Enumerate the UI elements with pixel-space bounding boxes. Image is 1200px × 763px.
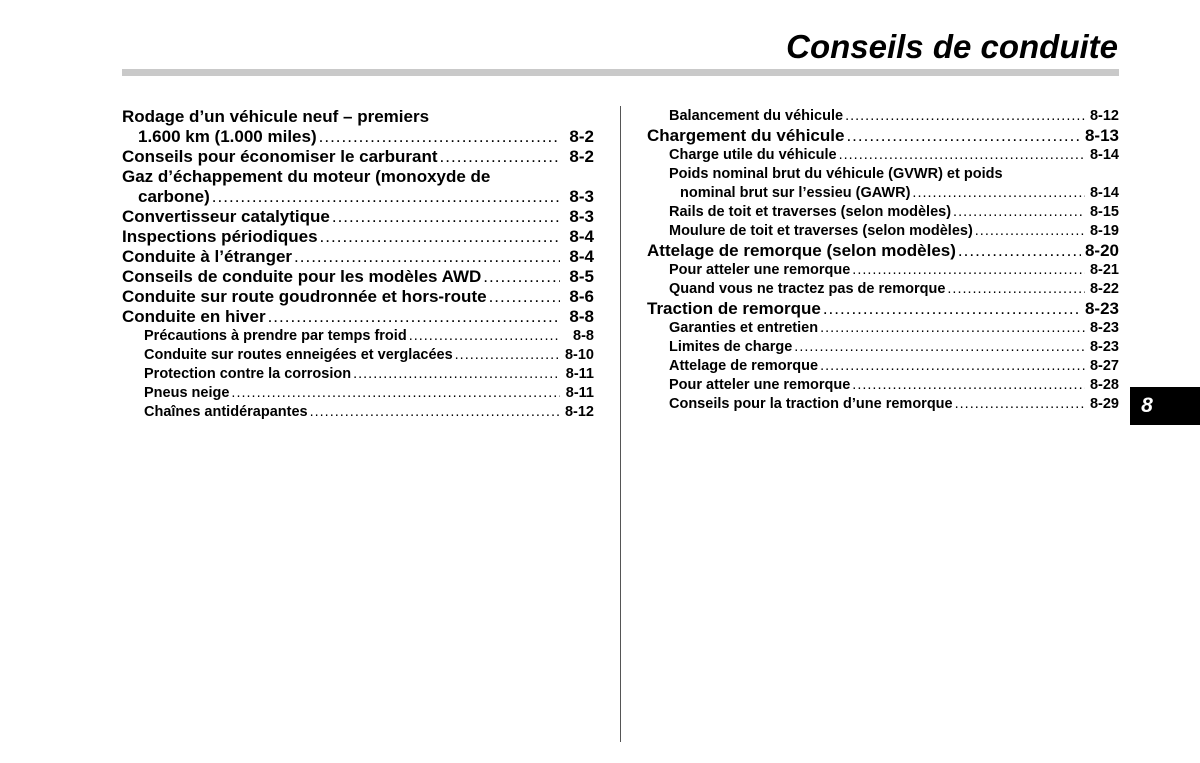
- toc-entry-title: Traction de remorque: [647, 299, 821, 318]
- toc-entry-page: 8-23: [1089, 320, 1119, 336]
- toc-right-column: [647, 107, 1119, 414]
- toc-entry-title: Conduite sur routes enneigées et verglacées: [144, 347, 453, 363]
- toc-entry[interactable]: [647, 338, 1119, 357]
- toc-entry[interactable]: [122, 307, 594, 327]
- dot-leader: [231, 384, 560, 403]
- page-title: Conseils de conduite: [786, 28, 1118, 65]
- toc-entry-title: Conduite en hiver: [122, 307, 266, 326]
- toc-entry-page: 8-23: [1084, 299, 1119, 318]
- toc-entry[interactable]: [122, 327, 594, 346]
- dot-leader: [820, 357, 1085, 376]
- toc-entry-title: Conseils pour économiser le carburant: [122, 147, 438, 166]
- toc-entry[interactable]: [647, 261, 1119, 280]
- dot-leader: [294, 247, 560, 267]
- toc-entry-page: 8-3: [569, 207, 594, 226]
- toc-entry-title: carbone): [138, 187, 210, 206]
- chapter-tab[interactable]: 8: [1130, 387, 1200, 425]
- toc-entry-page: 8-27: [1089, 358, 1119, 374]
- dot-leader: [846, 126, 1081, 146]
- dot-leader: [319, 127, 560, 147]
- toc-entry-title: Conduite sur route goudronnée et hors-route: [122, 287, 487, 306]
- toc-entry[interactable]: [647, 395, 1119, 414]
- toc-entry[interactable]: [647, 126, 1119, 146]
- dot-leader: [975, 222, 1085, 241]
- dot-leader: [955, 395, 1085, 414]
- toc-entry-title: Quand vous ne tractez pas de remorque: [669, 281, 946, 297]
- toc-entry-title: Convertisseur catalytique: [122, 207, 330, 226]
- toc-entry[interactable]: [122, 107, 594, 147]
- toc-entry-title: Pour atteler une remorque: [669, 262, 851, 278]
- toc-entry-title: Limites de charge: [669, 339, 793, 355]
- dot-leader: [268, 307, 560, 327]
- toc-entry[interactable]: [122, 207, 594, 227]
- toc-entry-title: nominal brut sur l’essieu (GAWR): [680, 185, 911, 201]
- toc-entry-title: Inspections périodiques: [122, 227, 318, 246]
- toc-entry-title: Garanties et entretien: [669, 320, 819, 336]
- toc-entry-title: Chargement du véhicule: [647, 126, 845, 145]
- toc-entry-page: 8-12: [1089, 108, 1119, 124]
- toc-entry-page: 8-21: [1089, 262, 1119, 278]
- toc-entry[interactable]: [647, 357, 1119, 376]
- toc-entry[interactable]: [647, 222, 1119, 241]
- toc-entry-title: Attelage de remorque (selon modèles): [647, 241, 956, 260]
- toc-entry-page: 8-4: [569, 247, 594, 266]
- toc-entry[interactable]: [122, 346, 594, 365]
- toc-entry[interactable]: [122, 227, 594, 247]
- dot-leader: [212, 187, 560, 207]
- dot-leader: [852, 261, 1085, 280]
- toc-entry[interactable]: [647, 203, 1119, 222]
- dot-leader: [852, 376, 1085, 395]
- toc-entry-title: Chaînes antidérapantes: [144, 404, 308, 420]
- toc-entry-page: 8-11: [565, 385, 594, 401]
- toc-entry-page: 8-13: [1084, 126, 1119, 145]
- dot-leader: [455, 346, 560, 365]
- toc-entry[interactable]: [647, 165, 1119, 203]
- toc-entry[interactable]: [122, 147, 594, 167]
- toc-entry-page: 8-14: [1089, 185, 1119, 201]
- toc-entry-title: Charge utile du véhicule: [669, 147, 837, 163]
- toc-entry-page: 8-29: [1089, 396, 1119, 412]
- toc-entry[interactable]: [122, 403, 594, 422]
- toc-entry-title: Conduite à l’étranger: [122, 247, 293, 266]
- toc-entry-page: 8-19: [1089, 223, 1119, 239]
- toc-entry-page: 8-6: [569, 287, 594, 306]
- toc-entry-page: 8-4: [569, 227, 594, 246]
- toc-entry[interactable]: [122, 287, 594, 307]
- toc-entry-page: 8-2: [569, 127, 594, 146]
- toc-entry-title: 1.600 km (1.000 miles): [138, 127, 317, 146]
- dot-leader: [958, 241, 1081, 261]
- toc-entry-page: 8-12: [564, 404, 594, 420]
- dot-leader: [912, 184, 1085, 203]
- dot-leader: [320, 227, 560, 247]
- toc-entry-page: 8-20: [1084, 241, 1119, 260]
- toc-entry[interactable]: [122, 247, 594, 267]
- dot-leader: [794, 338, 1085, 357]
- toc-entry[interactable]: [647, 376, 1119, 395]
- toc-entry-title: Attelage de remorque: [669, 358, 819, 374]
- toc-entry-title: Poids nominal brut du véhicule (GVWR) et poids: [669, 166, 1003, 182]
- dot-leader: [845, 107, 1085, 126]
- dot-leader: [823, 299, 1081, 319]
- toc-entry[interactable]: [122, 267, 594, 287]
- toc-entry-page: 8-15: [1089, 204, 1119, 220]
- toc-entry-title: Balancement du véhicule: [669, 108, 844, 124]
- dot-leader: [820, 319, 1085, 338]
- toc-left-column: [122, 107, 594, 422]
- toc-entry-title: Protection contre la corrosion: [144, 366, 352, 382]
- toc-entry[interactable]: [647, 107, 1119, 126]
- toc-entry-page: 8-8: [573, 328, 594, 344]
- toc-entry[interactable]: [122, 167, 594, 207]
- toc-entry-title: Pour atteler une remorque: [669, 377, 851, 393]
- dot-leader: [310, 403, 560, 422]
- title-rule: [122, 69, 1119, 76]
- toc-entry[interactable]: [647, 299, 1119, 319]
- toc-entry[interactable]: [647, 146, 1119, 165]
- dot-leader: [489, 287, 560, 307]
- toc-entry-title: Conseils de conduite pour les modèles AWD: [122, 267, 482, 286]
- toc-entry-page: 8-10: [564, 347, 594, 363]
- toc-entry-page: 8-23: [1089, 339, 1119, 355]
- toc-entry[interactable]: [647, 319, 1119, 338]
- dot-leader: [332, 207, 560, 227]
- toc-entry[interactable]: [647, 241, 1119, 261]
- dot-leader: [483, 267, 560, 287]
- toc-entry-page: 8-3: [569, 187, 594, 206]
- toc-entry-page: 8-22: [1089, 281, 1119, 297]
- toc-entry-title: Gaz d’échappement du moteur (monoxyde de: [122, 167, 491, 186]
- toc-entry-title: Conseils pour la traction d’une remorque: [669, 396, 953, 412]
- toc-entry-title: Rodage d’un véhicule neuf – premiers: [122, 107, 430, 126]
- dot-leader: [409, 327, 560, 346]
- toc-entry-page: 8-11: [565, 366, 594, 382]
- toc-entry[interactable]: [122, 384, 594, 403]
- toc-entry[interactable]: [122, 365, 594, 384]
- dot-leader: [947, 280, 1085, 299]
- toc-entry-title: Moulure de toit et traverses (selon modèles): [669, 223, 973, 239]
- toc-entry-page: 8-28: [1089, 377, 1119, 393]
- dot-leader: [440, 147, 560, 167]
- toc-entry-title: Précautions à prendre par temps froid: [144, 328, 407, 344]
- toc-entry-title: Rails de toit et traverses (selon modèles): [669, 204, 952, 220]
- toc-entry-page: 8-2: [569, 147, 594, 166]
- column-divider: [620, 106, 621, 742]
- toc-entry-page: 8-14: [1089, 147, 1119, 163]
- toc-entry-page: 8-8: [569, 307, 594, 326]
- dot-leader: [839, 146, 1085, 165]
- toc-entry[interactable]: [647, 280, 1119, 299]
- toc-entry-title: Pneus neige: [144, 385, 230, 401]
- dot-leader: [953, 203, 1085, 222]
- toc-entry-page: 8-5: [569, 267, 594, 286]
- dot-leader: [353, 365, 560, 384]
